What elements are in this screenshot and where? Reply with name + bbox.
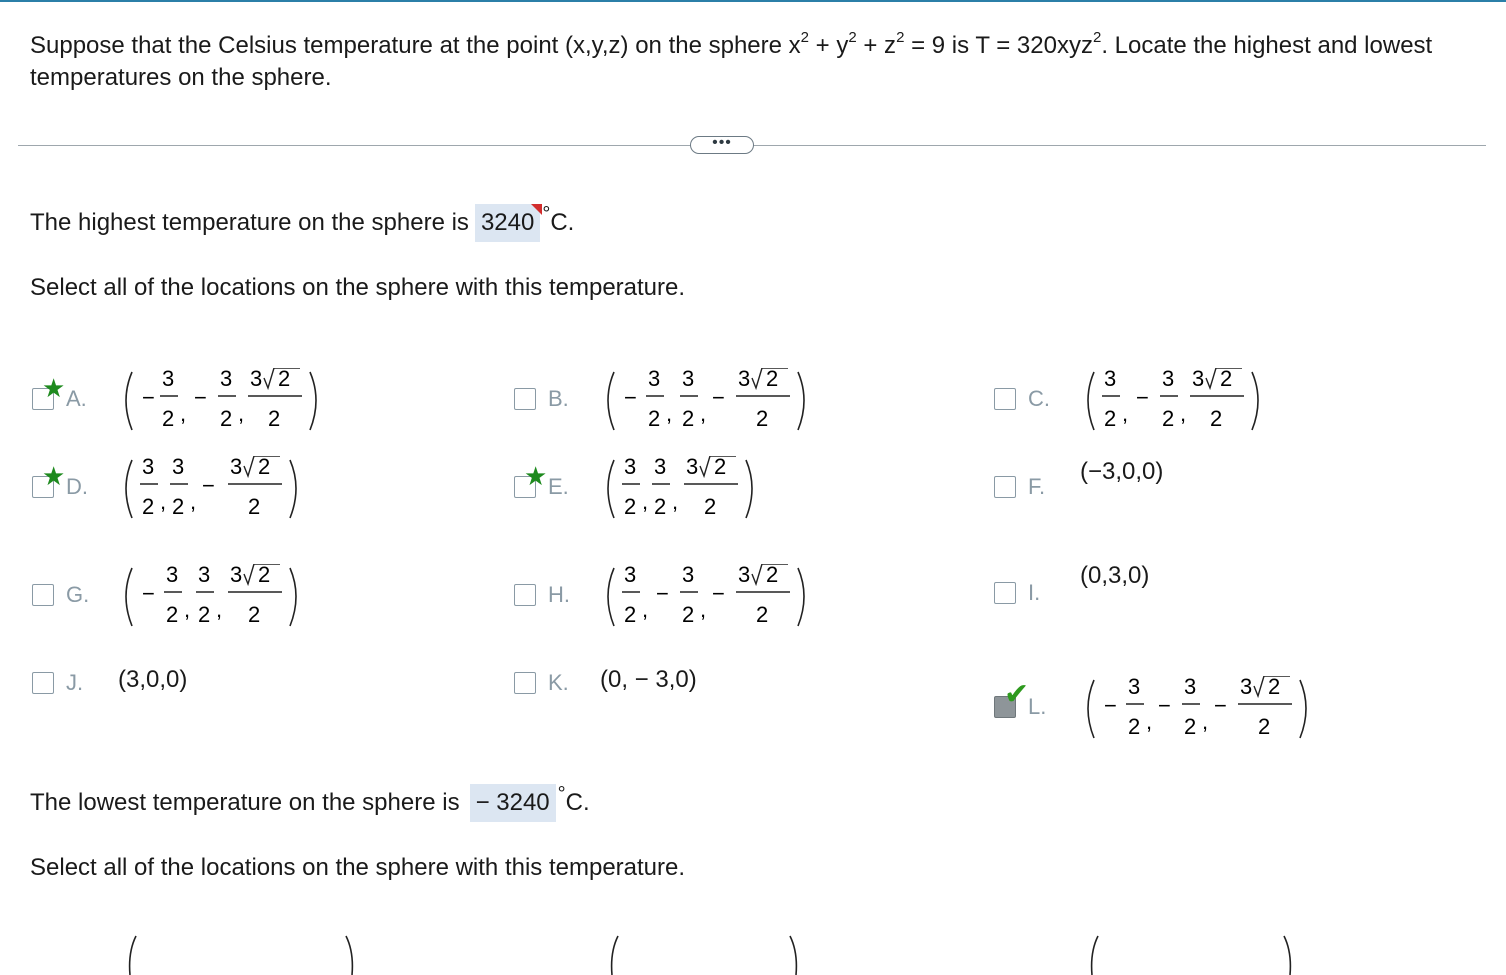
- svg-text:−: −: [712, 581, 725, 606]
- svg-text:,: ,: [1180, 401, 1187, 426]
- svg-text:2: 2: [756, 406, 769, 431]
- svg-text:−: −: [142, 385, 155, 410]
- svg-text:2: 2: [714, 456, 727, 479]
- option-b-checkbox[interactable]: [514, 388, 536, 410]
- svg-text:3: 3: [738, 564, 751, 587]
- svg-text:2: 2: [648, 406, 661, 431]
- svg-text:,: ,: [184, 597, 191, 622]
- svg-text:−: −: [1104, 693, 1117, 718]
- svg-text:3: 3: [142, 456, 155, 479]
- svg-text:2: 2: [258, 564, 271, 587]
- option-l-formula: [1076, 676, 1336, 751]
- option-a-formula: [114, 368, 374, 443]
- svg-text:2: 2: [704, 494, 717, 519]
- low-option-formula-partial: [600, 932, 860, 975]
- option-b-label: B.: [548, 386, 569, 411]
- svg-text:,: ,: [238, 401, 245, 426]
- svg-text:−: −: [1136, 385, 1149, 410]
- svg-text:2: 2: [654, 494, 667, 519]
- option-j-label: J.: [66, 670, 84, 695]
- svg-text:2: 2: [766, 564, 779, 587]
- svg-text:2: 2: [1258, 714, 1271, 739]
- option-f-checkbox[interactable]: [994, 476, 1016, 498]
- option-f-label: F.: [1028, 474, 1046, 499]
- option-g-formula: [114, 564, 374, 639]
- svg-text:3: 3: [1184, 676, 1197, 699]
- option-d-formula: [114, 456, 374, 531]
- svg-text:2: 2: [248, 494, 261, 519]
- svg-text:3: 3: [230, 564, 243, 587]
- svg-text:2: 2: [1268, 676, 1281, 699]
- svg-text:3: 3: [682, 368, 695, 391]
- option-b-formula: [596, 368, 856, 443]
- expand-more-button[interactable]: •••: [690, 136, 754, 154]
- svg-text:2: 2: [1162, 406, 1175, 431]
- svg-text:−: −: [656, 581, 669, 606]
- option-j-checkbox[interactable]: [32, 672, 54, 694]
- svg-text:3: 3: [1240, 676, 1253, 699]
- svg-text:2: 2: [278, 368, 291, 391]
- svg-text:,: ,: [216, 597, 223, 622]
- svg-text:,: ,: [700, 401, 707, 426]
- option-i-label: I.: [1028, 580, 1041, 605]
- svg-text:2: 2: [162, 406, 175, 431]
- svg-text:3: 3: [686, 456, 699, 479]
- svg-text:3: 3: [624, 564, 637, 587]
- low-option-formula-partial: [1080, 932, 1340, 975]
- svg-text:2: 2: [624, 602, 637, 627]
- svg-text:,: ,: [672, 489, 679, 514]
- star-icon: ★: [42, 373, 66, 403]
- svg-text:−: −: [142, 581, 155, 606]
- svg-text:,: ,: [1146, 709, 1153, 734]
- svg-text:2: 2: [766, 368, 779, 391]
- svg-text:,: ,: [1202, 709, 1209, 734]
- svg-text:2: 2: [268, 406, 281, 431]
- svg-text:3: 3: [230, 456, 243, 479]
- svg-text:2: 2: [682, 602, 695, 627]
- svg-text:−: −: [1214, 693, 1227, 718]
- svg-text:2: 2: [624, 494, 637, 519]
- option-i-text: (0,3,0): [1080, 562, 1150, 589]
- option-c-formula: [1076, 368, 1336, 443]
- svg-text:,: ,: [700, 597, 707, 622]
- svg-text:2: 2: [1220, 368, 1233, 391]
- svg-text:3: 3: [1192, 368, 1205, 391]
- option-e-formula: [596, 456, 856, 531]
- svg-text:2: 2: [248, 602, 261, 627]
- question-text: Suppose that the Celsius temperature at the point (x,y,z) on the sphere $x^2 + y^2 + z^2 = 9$ is T = 320xyz$^2$. Locate the highest and lowest temperatures on the sphere.: [30, 29, 1433, 91]
- svg-text:,: ,: [1122, 401, 1129, 426]
- highest-temp-answer[interactable]: 3240: [475, 204, 540, 242]
- option-c-checkbox[interactable]: [994, 388, 1016, 410]
- svg-text:2: 2: [198, 602, 211, 627]
- svg-text:2: 2: [142, 494, 155, 519]
- option-l-label: L.: [1028, 694, 1047, 719]
- option-i-checkbox[interactable]: [994, 582, 1016, 604]
- svg-text:3: 3: [682, 564, 695, 587]
- low-option-formula-partial: [118, 932, 378, 975]
- option-f-text: (−3,0,0): [1080, 458, 1164, 485]
- svg-text:3: 3: [172, 456, 185, 479]
- svg-text:−: −: [712, 385, 725, 410]
- option-d-label: D.: [66, 474, 88, 499]
- svg-text:2: 2: [172, 494, 185, 519]
- svg-text:2: 2: [258, 456, 271, 479]
- select-prompt-low: Select all of the locations on the sphere with this temperature.: [30, 854, 686, 881]
- option-g-checkbox[interactable]: [32, 584, 54, 606]
- svg-text:3: 3: [1162, 368, 1175, 391]
- svg-text:3: 3: [1104, 368, 1117, 391]
- option-a-label: A.: [66, 386, 87, 411]
- svg-text:2: 2: [1128, 714, 1141, 739]
- option-h-checkbox[interactable]: [514, 584, 536, 606]
- option-g-label: G.: [66, 582, 90, 607]
- lowest-temp-sentence: The lowest temperature on the sphere is − 3240 °C.: [30, 784, 590, 822]
- svg-text:2: 2: [682, 406, 695, 431]
- incorrect-flag-icon: [531, 204, 542, 215]
- svg-text:3: 3: [738, 368, 751, 391]
- option-k-label: K.: [548, 670, 569, 695]
- option-c-label: C.: [1028, 386, 1050, 411]
- select-prompt-high: Select all of the locations on the sphere with this temperature.: [30, 274, 686, 301]
- star-icon: ★: [42, 461, 66, 491]
- svg-text:,: ,: [180, 401, 187, 426]
- option-e-label: E.: [548, 474, 569, 499]
- svg-text:2: 2: [1184, 714, 1197, 739]
- svg-text:,: ,: [642, 597, 649, 622]
- svg-text:2: 2: [166, 602, 179, 627]
- svg-text:,: ,: [642, 489, 649, 514]
- svg-text:2: 2: [1210, 406, 1223, 431]
- option-h-label: H.: [548, 582, 570, 607]
- option-j-text: (3,0,0): [118, 666, 188, 693]
- svg-text:−: −: [624, 385, 637, 410]
- svg-text:3: 3: [162, 368, 175, 391]
- svg-text:,: ,: [160, 489, 167, 514]
- star-icon: ★: [524, 461, 548, 491]
- svg-text:−: −: [202, 473, 215, 498]
- checkmark-icon: ✔: [1004, 678, 1030, 711]
- svg-text:3: 3: [220, 368, 233, 391]
- svg-text:3: 3: [166, 564, 179, 587]
- option-k-text: (0, − 3,0): [600, 666, 697, 693]
- option-k-checkbox[interactable]: [514, 672, 536, 694]
- svg-text:−: −: [194, 385, 207, 410]
- svg-text:2: 2: [756, 602, 769, 627]
- svg-text:3: 3: [624, 456, 637, 479]
- lowest-temp-answer[interactable]: − 3240: [470, 784, 556, 822]
- highest-temp-sentence: The highest temperature on the sphere is 3240 °C.: [30, 204, 574, 242]
- svg-text:3: 3: [1128, 676, 1141, 699]
- option-h-formula: [596, 564, 856, 639]
- svg-text:−: −: [1158, 693, 1171, 718]
- svg-text:,: ,: [666, 401, 673, 426]
- svg-text:3: 3: [654, 456, 667, 479]
- svg-text:2: 2: [1104, 406, 1117, 431]
- svg-text:3: 3: [250, 368, 263, 391]
- svg-text:2: 2: [220, 406, 233, 431]
- svg-text:3: 3: [648, 368, 661, 391]
- svg-text:,: ,: [190, 489, 197, 514]
- svg-text:3: 3: [198, 564, 211, 587]
- top-accent-line: [0, 0, 1506, 2]
